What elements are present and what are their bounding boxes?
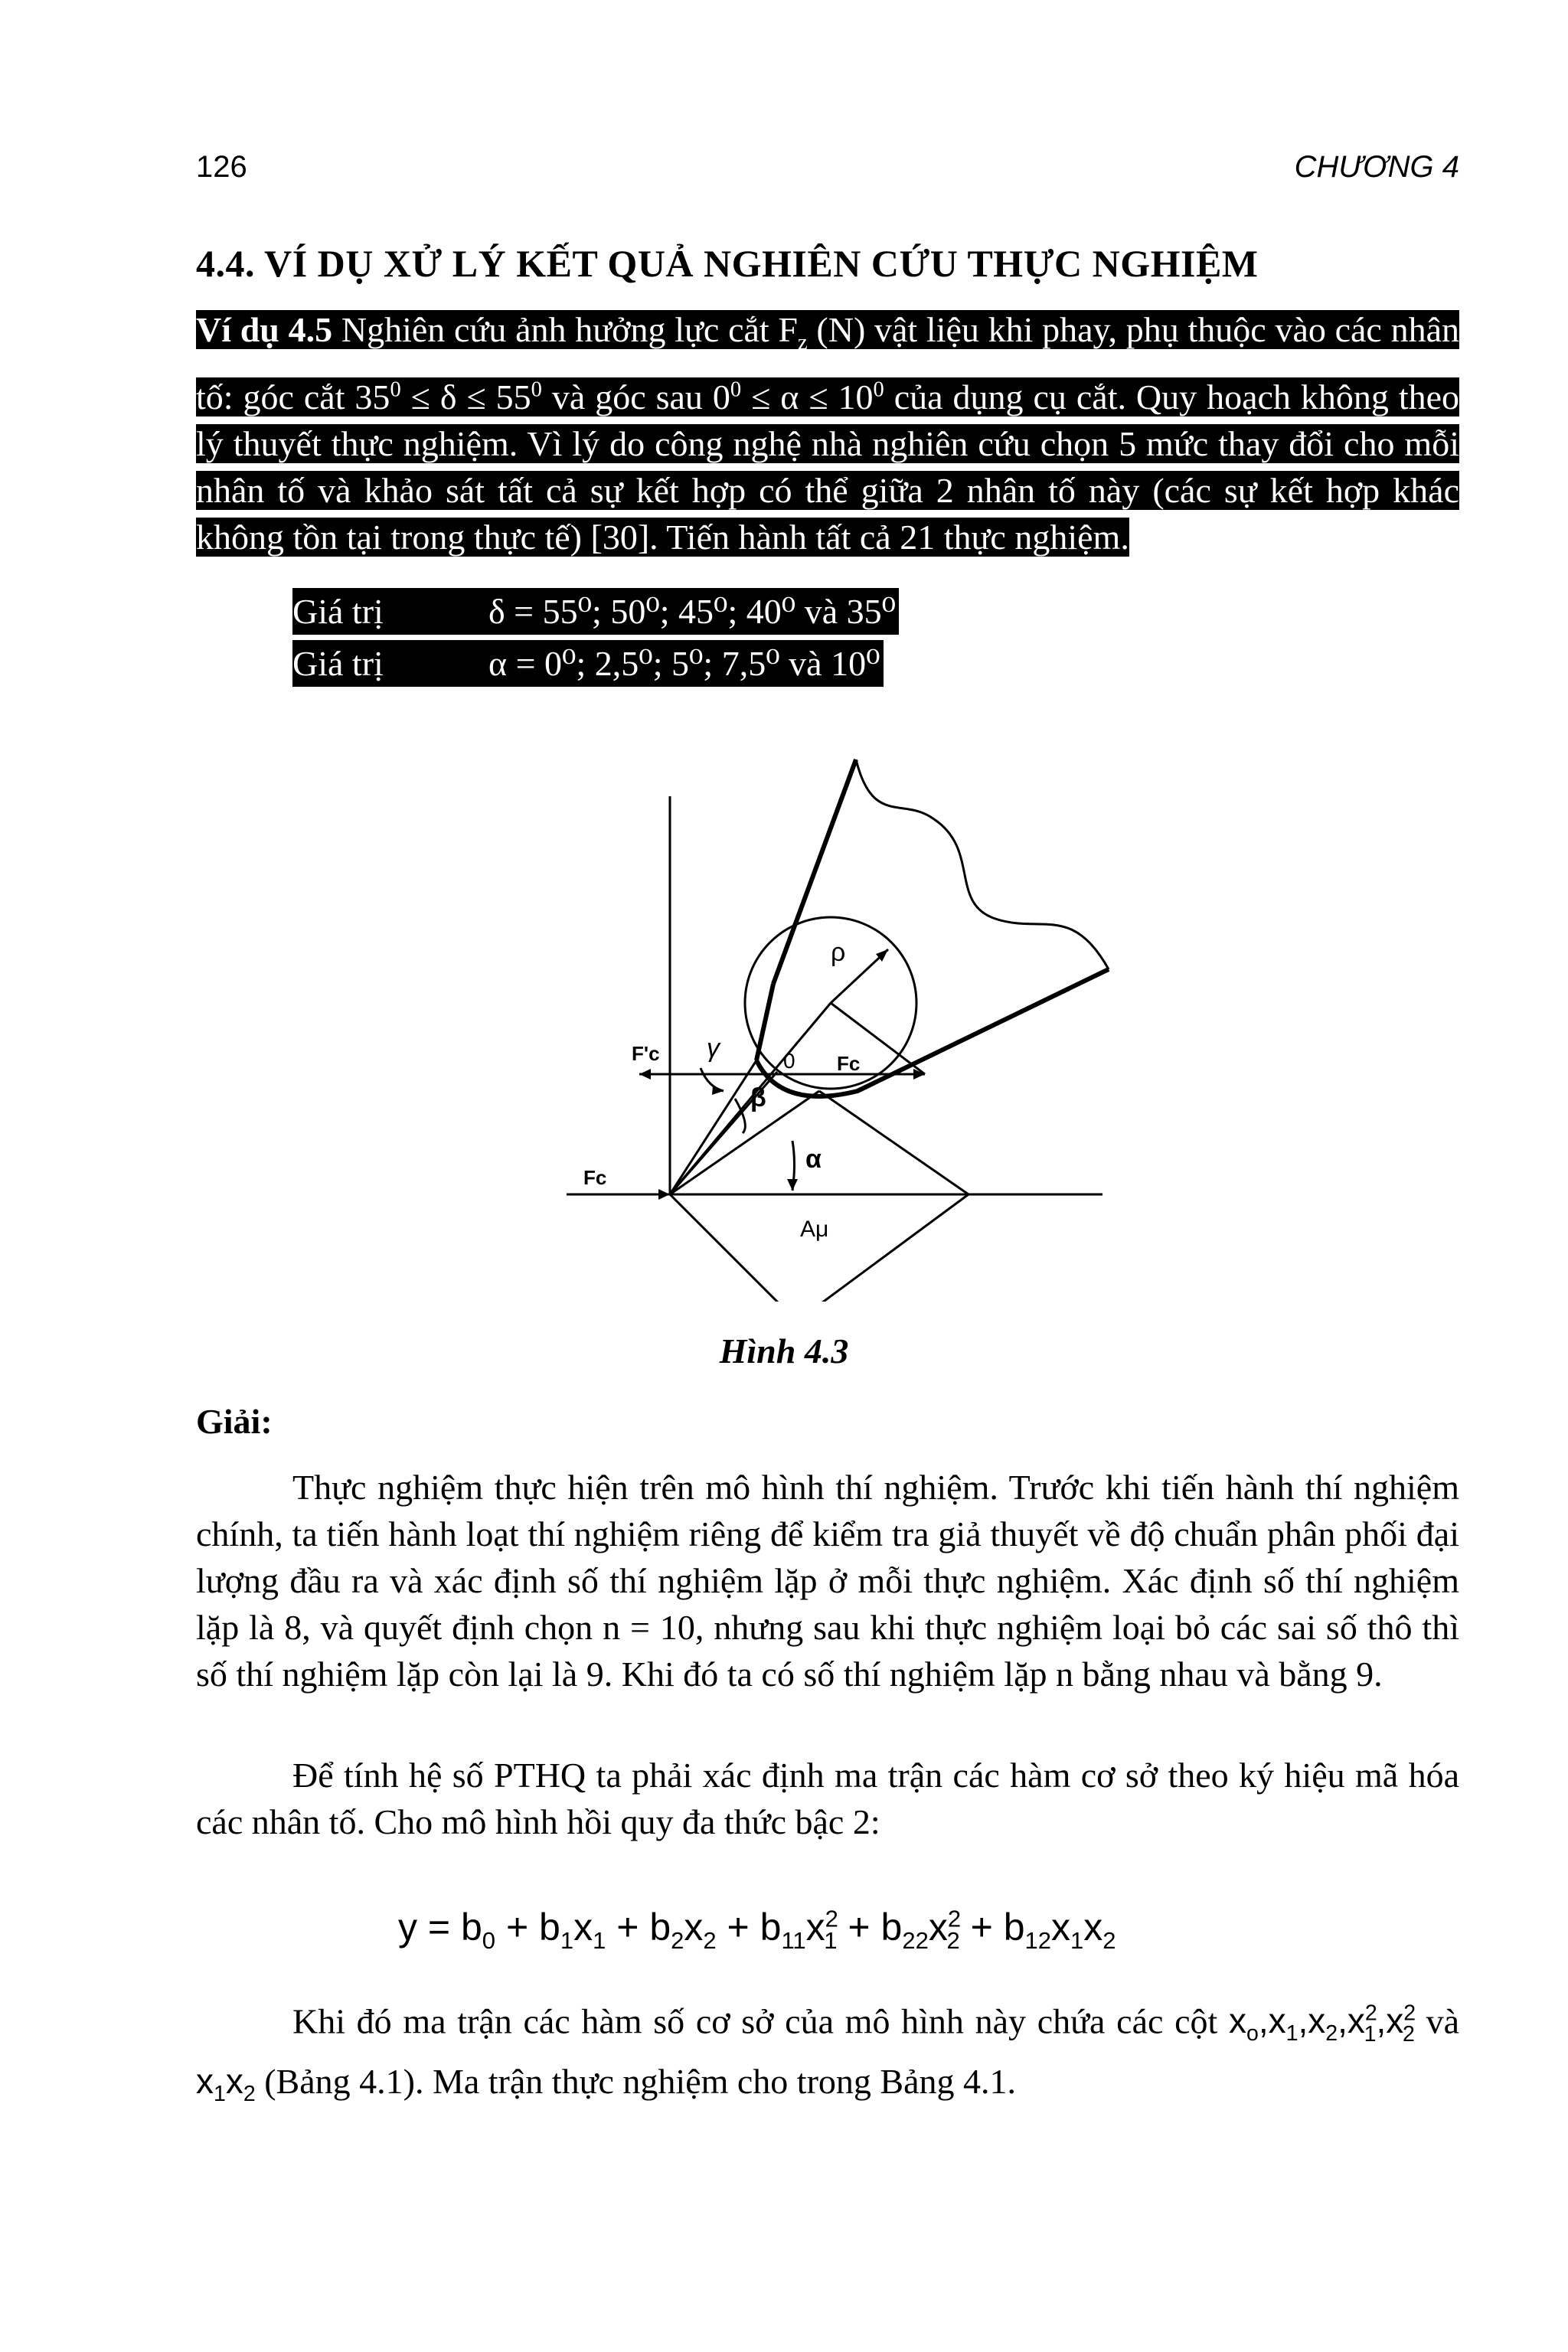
beta-label: β [750,1083,766,1112]
a-mu-line-2 [819,1091,969,1194]
figure-caption: Hình 4.3 [719,1331,849,1370]
example-label: Ví dụ 4.5 [196,310,333,349]
ray-1 [670,1060,756,1194]
fc-inner-label: Fc [837,1052,861,1075]
solution-paragraph-2: Để tính hệ số PTHQ ta phải xác định ma trận các hàm cơ sở theo ký hiệu mã hóa các nhân tố. Cho mô hình hồi quy đa thức bậc 2: [196,1756,1459,1841]
fc-prime-arrowhead [639,1069,651,1080]
alpha-label: α [805,1145,822,1174]
solution-paragraph-1: Thực nghiệm thực hiện trên mô hình thí nghiệm. Trước khi tiến hành thí nghiệm chính, ta tiến hành loạt thí nghiệm riêng để kiểm tra giả thuyết về độ chuẩn phân phối đại lượng đầu ra và xác định số thí nghiệm lặp ở mỗi thực nghiệm. Xác định số thí nghiệm lặp là 8, và quyết định chọn n = 10, nhưng sau khi thực nghiệm loại bỏ các sai số thô thì số thí nghiệm lặp còn lại là 9. Khi đó ta có số thí nghiệm lặp n bằng nhau và bằng 9. [196,1468,1459,1694]
origin-label: 0 [783,1049,795,1073]
fc-outer-label: Fc [583,1166,607,1189]
alpha-arrowhead [787,1179,798,1191]
section-title: 4.4. VÍ DỤ XỬ LÝ KẾT QUẢ NGHIÊN CỨU THỰC NGHIỆM [196,242,1259,285]
solution-paragraph-3: Khi đó ma trận các hàm số cơ sở của mô hình này chứa các cột $x_o,x_1,x_2,x^2_1,x^2_2$ và $x_1x_2$ (Bảng 4.1). Ma trận thực nghiệm cho trong Bảng 4.1. [196,2001,1459,2106]
fc-prime-label: F'c [632,1042,660,1065]
delta-values: Giá trị δ = 55⁰; 50⁰; 45⁰; 40⁰ và 35⁰ [292,588,899,635]
a-mu-line-1 [670,1194,808,1302]
gamma-arrowhead [712,1086,724,1095]
example-paragraph: Ví dụ 4.5 Nghiên cứu ảnh hưởng lực cắt $F_z$ (N) vật liệu khi phay, phụ thuộc vào các nhân tố: góc cắt $35^0 \le \delta \le 55^0$ và góc sau $0^0 \le \alpha \le 10^0$ của dụng cụ cắt. Quy hoạch không theo lý thuyết thực nghiệm. Vì lý do công nghệ nhà nghiên cứu chọn 5 mức thay đổi cho mỗi nhân tố và khảo sát tất cả sự kết hợp có thể giữa 2 nhân tố này (các sự kết hợp khác không tồn tại trong thực tế) [30]. Tiến hành tất cả 21 thực nghiệm. [196,310,1460,557]
tool-body-outline [856,760,1109,969]
fc-outer-arrowhead [658,1189,670,1200]
gamma-arc [701,1068,724,1091]
a-mu-line-3 [792,1194,969,1302]
chapter-header: CHƯƠNG 4 [1294,150,1459,184]
solution-heading: Giải: [196,1402,273,1441]
gamma-label: γ [707,1034,720,1063]
a-mu-label: Aμ [800,1217,829,1242]
rho-label: ρ [831,938,846,967]
basis-columns: $x_o,x_1,x_2,x^2_1,x^2_2$ [1228,2001,1416,2047]
tool-flank-face [756,969,1109,1096]
cutting-force-diagram [567,750,1118,1302]
interaction-column: $x_1x_2$ [196,2060,256,2106]
page-number: 126 [196,150,247,184]
alpha-values: Giá trị α = 0⁰; 2,5⁰; 5⁰; 7,5⁰ và 10⁰ [292,640,884,687]
regression-equation: $y = b_0 + b_1x_1 + b_2x_2 + b_{11}x^2_1 + b_{22}x^2_2 + b_{12}x_1x_2$ [398,1905,1116,1954]
